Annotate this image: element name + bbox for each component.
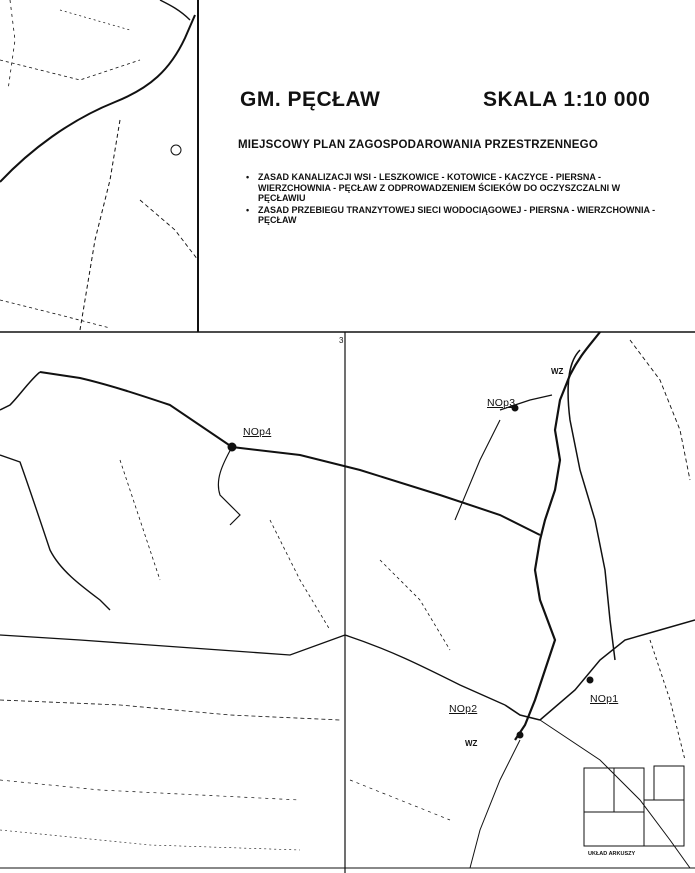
label-nop2: NOp2 <box>449 703 478 715</box>
bottom-right-sheet-lines <box>350 332 695 868</box>
plan-title: MIEJSCOWY PLAN ZAGOSPODAROWANIA PRZESTRZENNEGO <box>238 139 598 151</box>
scale-label: SKALA 1:10 000 <box>483 88 651 111</box>
label-nop1: NOp1 <box>590 693 619 705</box>
scope-item-sewerage <box>246 172 666 204</box>
label-wz-top: WZ <box>551 367 564 376</box>
sheet-layout-inset <box>584 766 684 846</box>
scope-item-text: ZASAD PRZEBIEGU TRANZYTOWEJ SIECI WODOCIĄGOWEJ - PIERSNA - WIERZCHOWNIA - PĘCŁAW <box>258 204 656 225</box>
scope-item-text: ZASAD KANALIZACJI WSI - LESZKOWICE - KOTOWICE - KACZYCE - PIERSNA - WIERZCHOWNIA - PĘCŁAW Z ODPROWADZENIEM ŚCIEKÓW DO OCZYSZCZALNI W PĘCŁAWIU <box>258 172 621 203</box>
scope-list <box>246 172 666 227</box>
top-left-sheet-lines <box>0 0 198 330</box>
bullet-marker: • <box>246 172 250 182</box>
label-wz-bottom: WZ <box>465 739 478 748</box>
bullet-marker: • <box>246 204 250 215</box>
scope-item-water-network <box>246 205 666 226</box>
sheet-number: 3 <box>339 336 344 345</box>
municipality-title: GM. PĘCŁAW <box>240 88 381 111</box>
label-nop4: NOp4 <box>243 426 272 438</box>
legend-caption: UKŁAD ARKUSZY <box>588 851 636 857</box>
label-nop3: NOp3 <box>487 397 516 409</box>
bottom-left-sheet-lines <box>0 372 540 850</box>
